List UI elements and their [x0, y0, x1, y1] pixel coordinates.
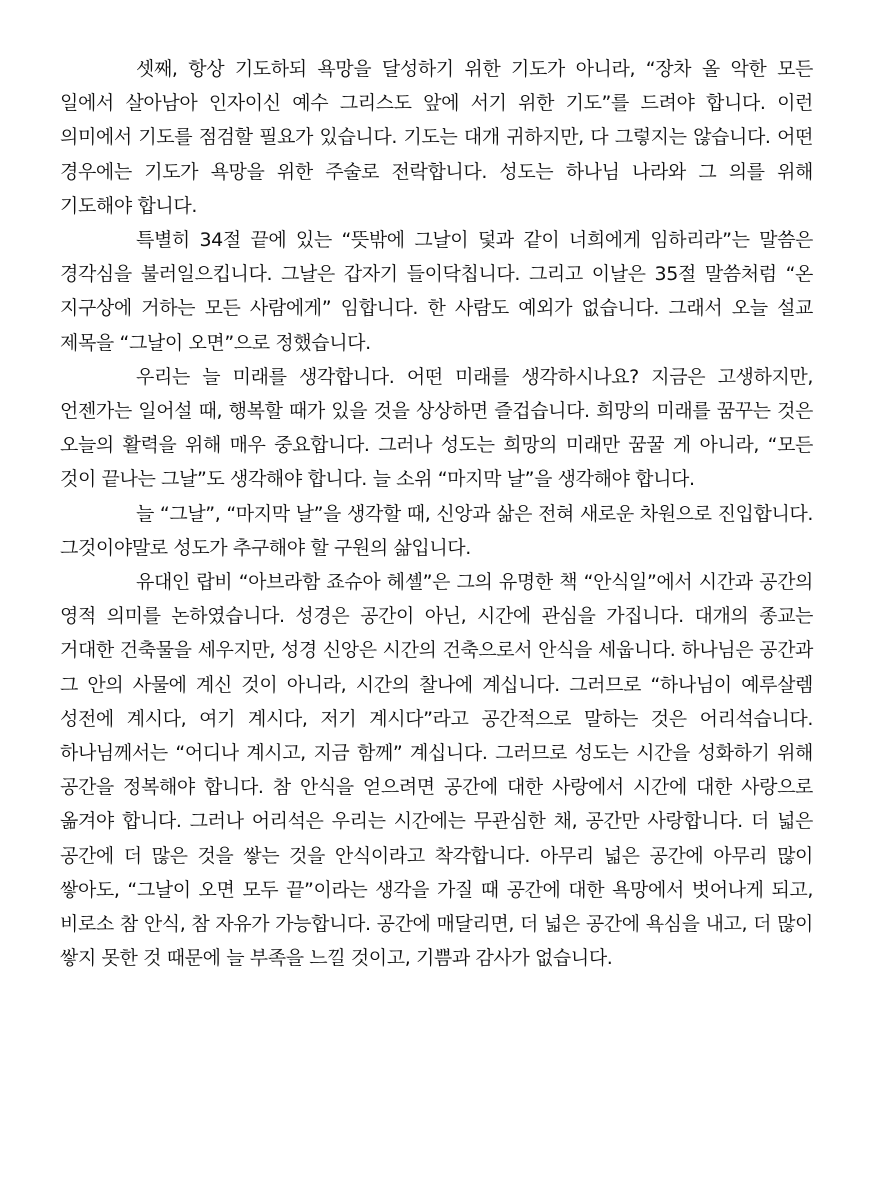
paragraph-prayer: 셋째, 항상 기도하되 욕망을 달성하기 위한 기도가 아니라, “장차 올 악한 모든 일에서 살아남아 인자이신 예수 그리스도 앞에 서기 위한 기도”를 드려야 합니다. 이런 의미에서 기도를 점검할 필요가 있습니다. 기도는 대개 귀하지만, 다 그렇지는 않습니다. 어떤 경우에는 기도가 욕망을 위한 주술로 전락합니다. 성도는 하나님 나라와 그 의를 위해 기도해야 합니다.	[60, 58, 813, 217]
paragraph-that-day-warning: 특별히 34절 끝에 있는 “뜻밖에 그날이 덫과 같이 너희에게 임하리라”는 말씀은 경각심을 불러일으킵니다. 그날은 갑자기 들이닥칩니다. 그리고 이날은 35절 말씀처럼 “온 지구상에 거하는 모든 사람에게” 임합니다. 한 사람도 예외가 없습니다. 그래서 오늘 설교 제목을 “그날이 오면”으로 정했습니다.	[60, 229, 813, 354]
paragraph-time-and-space: 유대인 랍비 “아브라함 죠슈아 헤셸”은 그의 유명한 책 “안식일”에서 시간과 공간의 영적 의미를 논하였습니다. 성경은 공간이 아닌, 시간에 관심을 가집니다. 대개의 종교는 거대한 건축물을 세우지만, 성경 신앙은 시간의 건축으로서 안식을 세웁니다. 하나님은 공간과 그 안의 사물에 계신 것이 아니라, 시간의 찰나에 계십니다. 그러므로 “하나님이 예루살렘 성전에 계시다, 여기 계시다, 저기 계시다”라고 공간적으로 말하는 것은 어리석습니다. 하나님께서는 “어디나 계시고, 지금 함께” 계십니다. 그러므로 성도는 시간을 성화하기 위해 공간을 정복해야 합니다. 참 안식을 얻으려면 공간에 대한 사랑에서 시간에 대한 사랑으로 옮겨야 합니다. 그러나 어리석은 우리는 시간에는 무관심한 채, 공간만 사랑합니다. 더 넓은 공간에 더 많은 것을 쌓는 것을 안식이라고 착각합니다. 아무리 넓은 공간에 아무리 많이 쌓아도, “그날이 오면 모두 끝”이라는 생각을 가질 때 공간에 대한 욕망에서 벗어나게 되고, 비로소 참 안식, 참 자유가 가능합니다. 공간에 매달리면, 더 넓은 공간에 욕심을 내고, 더 많이 쌓지 못한 것 때문에 늘 부족을 느낄 것이고, 기쁨과 감사가 없습니다.	[60, 571, 813, 970]
paragraph-last-day: 늘 “그날”, “마지막 날”을 생각할 때, 신앙과 삶은 전혀 새로운 차원으로 진입합니다. 그것이야말로 성도가 추구해야 할 구원의 삶입니다.	[60, 502, 813, 559]
paragraph-thinking-future: 우리는 늘 미래를 생각합니다. 어떤 미래를 생각하시나요? 지금은 고생하지만, 언젠가는 일어설 때, 행복할 때가 있을 것을 상상하면 즐겁습니다. 희망의 미래를 꿈꾸는 것은 오늘의 활력을 위해 매우 중요합니다. 그러나 성도는 희망의 미래만 꿈꿀 게 아니라, “모든 것이 끝나는 그날”도 생각해야 합니다. 늘 소위 “마지막 날”을 생각해야 합니다.	[60, 365, 813, 491]
